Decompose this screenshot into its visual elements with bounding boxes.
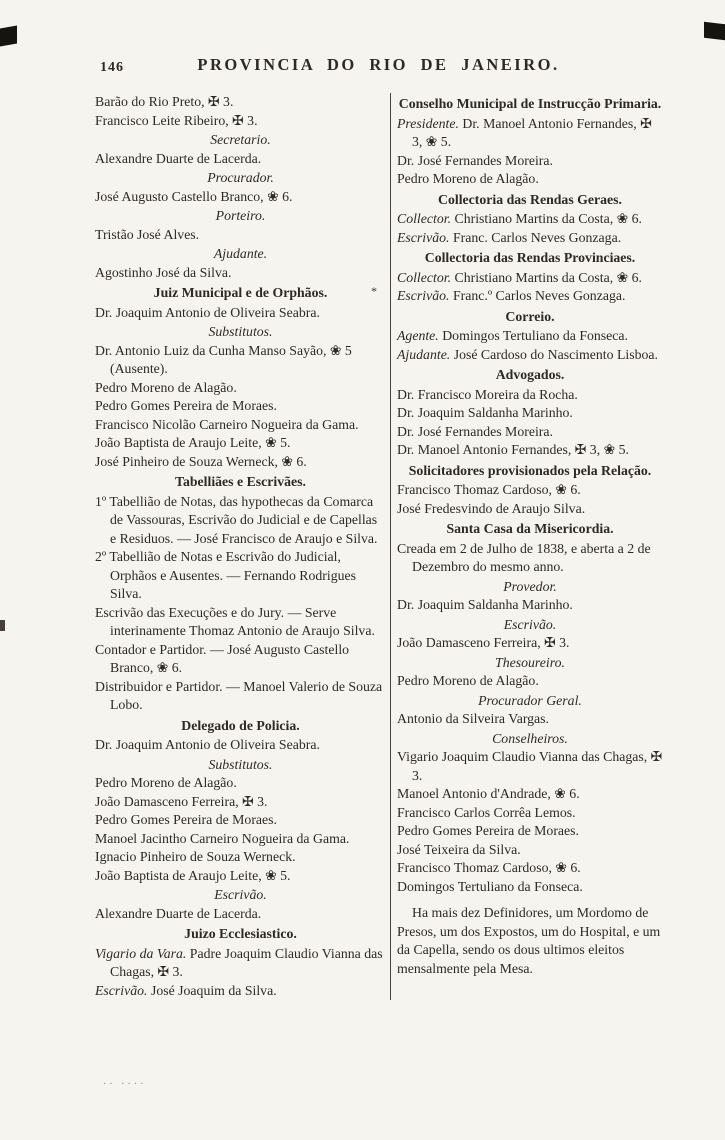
scan-artifact xyxy=(704,22,725,41)
role-label: Agente. xyxy=(397,328,443,343)
role-heading: Thesoureiro. xyxy=(495,654,565,670)
entry-line: Ignacio Pinheiro de Souza Werneck. xyxy=(95,849,296,864)
role-label: Escrivão. xyxy=(397,229,453,245)
content-columns xyxy=(95,93,663,1000)
role-label: Ajudante. xyxy=(397,346,454,362)
right-column xyxy=(391,93,663,1000)
entry-line: Alexandre Duarte de Lacerda. xyxy=(95,150,262,166)
role-label: Escrivão. xyxy=(95,982,151,998)
entry-line: Pedro Gomes Pereira de Moraes. xyxy=(95,398,277,413)
entry-line: João Damasceno Ferreira, ✠ 3. xyxy=(95,793,268,809)
entry-line: Ajudante. José Cardoso do Nascimento Lisboa. xyxy=(397,346,658,362)
section-heading: Collectoria das Rendas Geraes. xyxy=(438,191,622,207)
footnote-star: * xyxy=(371,284,377,298)
section-heading: Advogados. xyxy=(495,367,565,382)
entry-line: Alexandre Duarte de Lacerda. xyxy=(95,905,262,921)
entry-line: Dr. Manoel Antonio Fernandes, ✠ 3, ❀ 5. xyxy=(397,442,629,457)
entry-line: José Fredesvindo de Araujo Silva. xyxy=(397,500,586,516)
role-label: Escrivão. xyxy=(397,288,453,303)
role-heading: Secretario. xyxy=(210,132,271,147)
page-header xyxy=(95,56,662,80)
role-heading: Procurador. xyxy=(207,170,274,185)
entry-line: Manoel Jacintho Carneiro Nogueira da Gama. xyxy=(95,830,350,846)
entry-line: Manoel Antonio d'Andrade, ❀ 6. xyxy=(397,786,580,801)
entry-line: Dr. Joaquim Saldanha Marinho. xyxy=(397,405,573,420)
paragraph: Ha mais dez Definidores, um Mordomo de Presos, um dos Expostos, um do Hospital, e um da Capella, sendo os dous ultimos eleitos mensalmente pela Mesa. xyxy=(397,905,661,976)
entry-line: João Baptista de Araujo Leite, ❀ 5. xyxy=(95,867,291,883)
entry-line: João Baptista de Araujo Leite, ❀ 5. xyxy=(95,435,291,450)
entry-line: Escrivão. Franc. Carlos Neves Gonzaga. xyxy=(397,229,622,245)
role-heading: Provedor. xyxy=(503,578,557,594)
entry-line: Escrivão das Execuções e do Jury. — Serve interinamente Thomaz Antonio de Araujo Silva. xyxy=(95,604,375,638)
section-heading: Conselho Municipal de Instrucção Primaria. xyxy=(398,96,662,111)
entry-line: Pedro Moreno de Alagão. xyxy=(95,379,237,395)
entry-line: Dr. Antonio Luiz da Cunha Manso Sayão, ❀ 5 (Ausente). xyxy=(95,342,352,376)
role-heading: Substitutos. xyxy=(208,324,273,339)
section-heading: Delegado de Policia. xyxy=(181,717,300,733)
scan-dots: ·· ···· xyxy=(103,1079,147,1090)
entry-line: José Pinheiro de Souza Werneck, ❀ 6. xyxy=(95,453,307,469)
role-heading: Conselheiros. xyxy=(492,730,568,746)
role-heading: Substitutos. xyxy=(208,756,273,772)
entry-line: João Damasceno Ferreira, ✠ 3. xyxy=(397,635,570,650)
section-heading: Tabelliães e Escrivães. xyxy=(175,474,306,489)
entry-line: Escrivão. Franc.º Carlos Neves Gonzaga. xyxy=(397,288,626,303)
section-heading: Solicitadores provisionados pela Relação. xyxy=(408,462,652,478)
section-heading: Santa Casa da Misericordia. xyxy=(446,521,614,536)
entry-line: Agente. Domingos Tertuliano da Fonseca. xyxy=(397,328,628,343)
role-label: Vigario da Vara. xyxy=(95,945,190,961)
entry-line: Dr. Joaquim Antonio de Oliveira Seabra. xyxy=(95,304,320,320)
page-title: PROVINCIA DO RIO DE JANEIRO. xyxy=(197,55,560,74)
entry-line: Pedro Gomes Pereira de Moraes. xyxy=(397,823,579,838)
entry-line: Vigario Joaquim Claudio Vianna das Chagas, ✠ 3. xyxy=(397,749,663,783)
entry-line: Dr. José Fernandes Moreira. xyxy=(397,152,553,168)
role-label: Collector. xyxy=(397,269,455,285)
entry-line: Escrivão. José Joaquim da Silva. xyxy=(95,982,277,998)
entry-line: Contador e Partidor. — José Augusto Castello Branco, ❀ 6. xyxy=(95,641,350,675)
entry-line: Domingos Tertuliano da Fonseca. xyxy=(397,878,583,894)
entry-line: 2º Tabellião de Notas e Escrivão do Judicial, Orphãos e Ausentes. — Fernando Rodrigues Silva. xyxy=(95,549,357,601)
entry-line: Dr. Joaquim Antonio de Oliveira Seabra. xyxy=(95,737,320,752)
section-heading: Correio. xyxy=(505,308,555,324)
role-heading: Escrivão. xyxy=(214,887,267,902)
entry-line: Francisco Thomaz Cardoso, ❀ 6. xyxy=(397,860,581,875)
role-heading: Procurador Geral. xyxy=(478,692,582,708)
entry-line: Francisco Nicolão Carneiro Nogueira da Gama. xyxy=(95,416,359,432)
entry-line: Pedro Moreno de Alagão. xyxy=(95,775,237,790)
entry-line: Barão do Rio Preto, ✠ 3. xyxy=(95,94,234,109)
entry-line: Agostinho José da Silva. xyxy=(95,264,232,280)
entry-line: Pedro Moreno de Alagão. xyxy=(397,673,539,688)
section-heading: Juizo Ecclesiastico. xyxy=(184,926,297,941)
page-number: 146 xyxy=(100,60,124,75)
entry-line: Pedro Moreno de Alagão. xyxy=(397,171,539,186)
section-heading: Collectoria das Rendas Provinciaes. xyxy=(424,250,636,265)
entry-line: Vigario da Vara. Padre Joaquim Claudio Vianna das Chagas, ✠ 3. xyxy=(95,945,383,979)
entry-line: 1º Tabellião de Notas, das hypothecas da Comarca de Vassouras, Escrivão do Judicial e de Capellas e Residuos. — José Francisco de Araujo e Silva. xyxy=(95,493,378,546)
entry-line: Antonio da Silveira Vargas. xyxy=(397,711,550,726)
entry-line: José Teixeira da Silva. xyxy=(397,841,521,857)
scan-artifact xyxy=(0,26,17,47)
entry-line: Collector. Christiano Martins da Costa, ❀ 6. xyxy=(397,269,642,285)
role-heading: Ajudante. xyxy=(213,246,268,261)
scan-artifact xyxy=(0,620,5,631)
entry-line: Pedro Gomes Pereira de Moraes. xyxy=(95,812,277,827)
entry-line: Collector. Christiano Martins da Costa, ❀ 6. xyxy=(397,211,642,226)
role-label: Collector. xyxy=(397,211,455,226)
role-heading: Porteiro. xyxy=(215,208,266,223)
entry-line: Francisco Leite Ribeiro, ✠ 3. xyxy=(95,112,258,128)
entry-line: Francisco Carlos Corrêa Lemos. xyxy=(397,804,576,820)
entry-line: Tristão José Alves. xyxy=(95,226,200,242)
role-heading: Escrivão. xyxy=(503,616,557,632)
entry-line: Francisco Thomaz Cardoso, ❀ 6. xyxy=(397,482,581,497)
entry-line: Presidente. Dr. Manoel Antonio Fernandes, ✠ 3, ❀ 5. xyxy=(397,115,652,149)
entry-line: Dr. Francisco Moreira da Rocha. xyxy=(397,386,578,402)
section-heading: Juiz Municipal e de Orphãos. xyxy=(153,285,328,300)
left-column xyxy=(95,93,390,1000)
entry-line: Distribuidor e Partidor. — Manoel Valerio de Souza Lobo. xyxy=(95,678,383,712)
entry-line: José Augusto Castello Branco, ❀ 6. xyxy=(95,188,293,204)
entry-line: Dr. José Fernandes Moreira. xyxy=(397,423,553,439)
entry-line: Creada em 2 de Julho de 1838, e aberta a 2 de Dezembro do mesmo anno. xyxy=(397,540,651,574)
role-label: Presidente. xyxy=(397,115,463,131)
entry-line: Dr. Joaquim Saldanha Marinho. xyxy=(397,597,573,612)
